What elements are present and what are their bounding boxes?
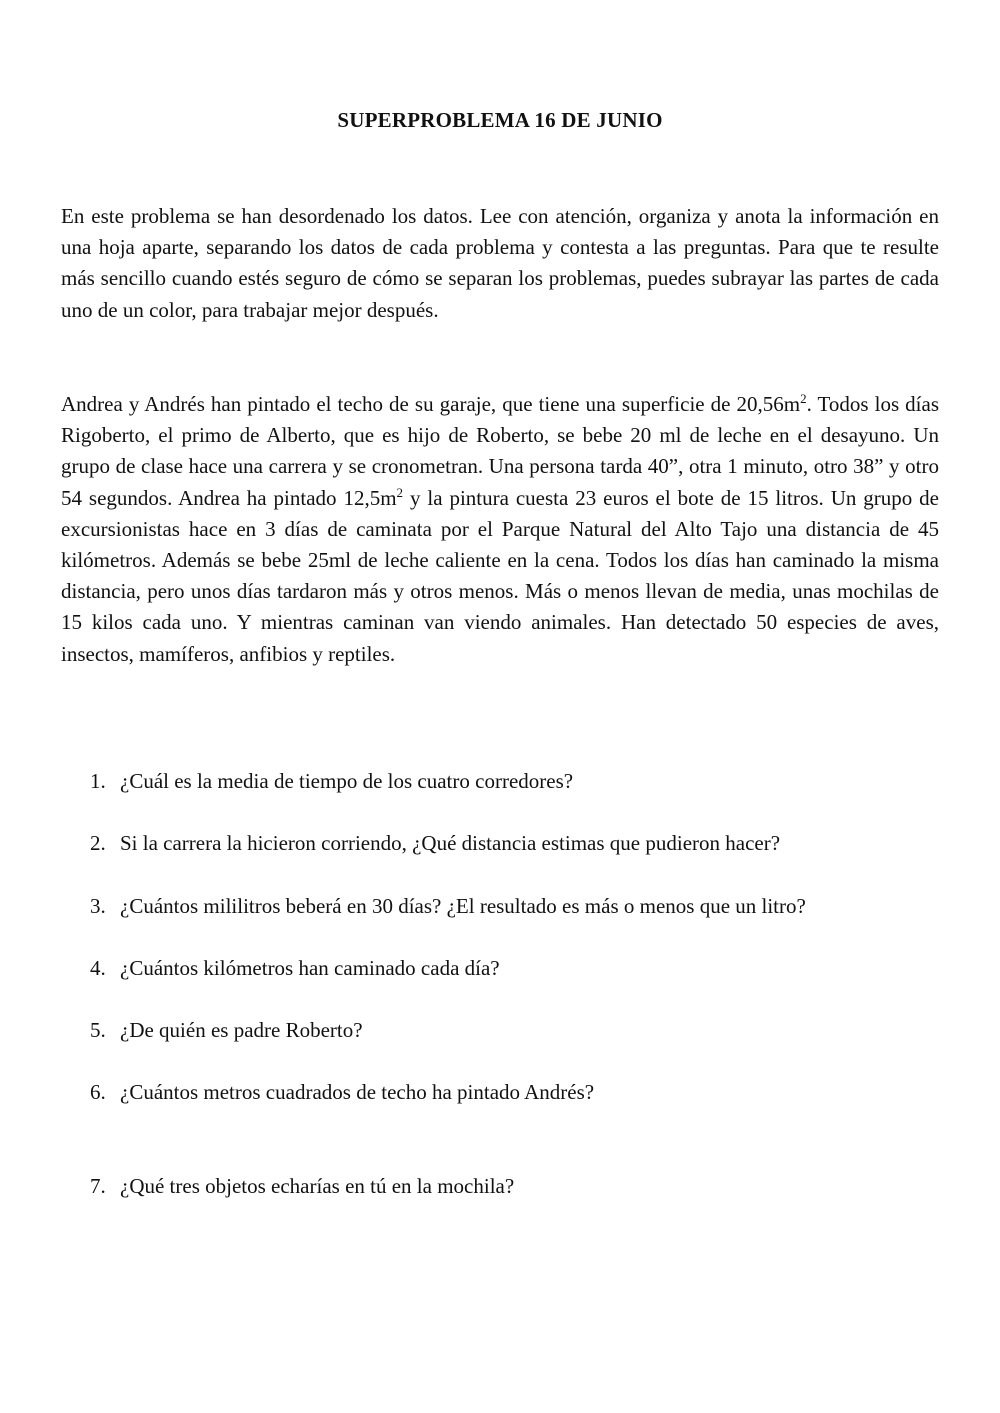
superscript-squared-1: 2: [800, 391, 807, 406]
intro-paragraph: En este problema se han desordenado los datos. Lee con atención, organiza y anota la información en una hoja aparte, separando los datos de cada problema y contesta a las preguntas. Para que te resulte más sencillo cuando estés seguro de cómo se separan los problemas, puedes subrayar las partes de cada uno de un color, para trabajar mejor después.: [61, 204, 939, 322]
question-text: ¿Qué tres objetos echarías en tú en la mochila?: [120, 1174, 515, 1198]
story-text-part-3: y la pintura cuesta 23 euros el bote de 15 litros. Un grupo de excursionistas hace en 3 días de caminata por el Parque Natural del Alto Tajo una distancia de 45 kilómetros. Además se bebe 25ml de leche caliente en la cena. Todos los días han caminado la misma distancia, pero unos días tardaron más y otros menos. Más o menos llevan de media, unas mochilas de 15 kilos cada uno. Y mientras caminan van viendo animales. Han detectado 50 especies de aves, insectos, mamíferos, anfibios y reptiles.: [61, 485, 940, 666]
question-number: 4.: [90, 956, 106, 980]
problem-statement-paragraph: [61, 389, 939, 670]
question-number: 1.: [90, 769, 106, 793]
question-item: [90, 956, 950, 981]
question-text: ¿Cuántos mililitros beberá en 30 días? ¿El resultado es más o menos que un litro?: [120, 894, 806, 918]
question-item: [90, 1080, 950, 1105]
story-text-part-1: Andrea y Andrés han pintado el techo de su garaje, que tiene una superficie de 20,56m: [61, 392, 801, 416]
question-number: 3.: [90, 894, 106, 918]
question-number: 6.: [90, 1080, 106, 1104]
question-item: [90, 894, 950, 919]
story-text-part-2: . Todos los días Rigoberto, el primo de Alberto, que es hijo de Roberto, se bebe 20 ml de leche en el desayuno. Un grupo de clase hace una carrera y se cronometran. Una persona tarda 40”, otra 1 minuto, otro 38” y otro 54 segundos. Andrea ha pintado 12,5m: [61, 392, 939, 510]
superscript-squared-2: 2: [396, 484, 404, 500]
question-item: [90, 831, 950, 856]
question-number: 7.: [90, 1174, 106, 1198]
question-item: [90, 1174, 950, 1199]
question-text: ¿Cuál es la media de tiempo de los cuatro corredores?: [120, 769, 574, 793]
question-text: ¿Cuántos metros cuadrados de techo ha pintado Andrés?: [120, 1080, 595, 1104]
question-number: 5.: [90, 1018, 106, 1042]
question-item: [90, 1018, 950, 1043]
question-number: 2.: [90, 831, 106, 855]
page-title: SUPERPROBLEMA 16 DE JUNIO: [337, 108, 663, 132]
question-item: [90, 769, 950, 794]
question-text: ¿De quién es padre Roberto?: [120, 1018, 363, 1042]
question-text: Si la carrera la hicieron corriendo, ¿Qué distancia estimas que pudieron hacer?: [120, 831, 781, 855]
question-text: ¿Cuántos kilómetros han caminado cada día?: [120, 956, 500, 980]
